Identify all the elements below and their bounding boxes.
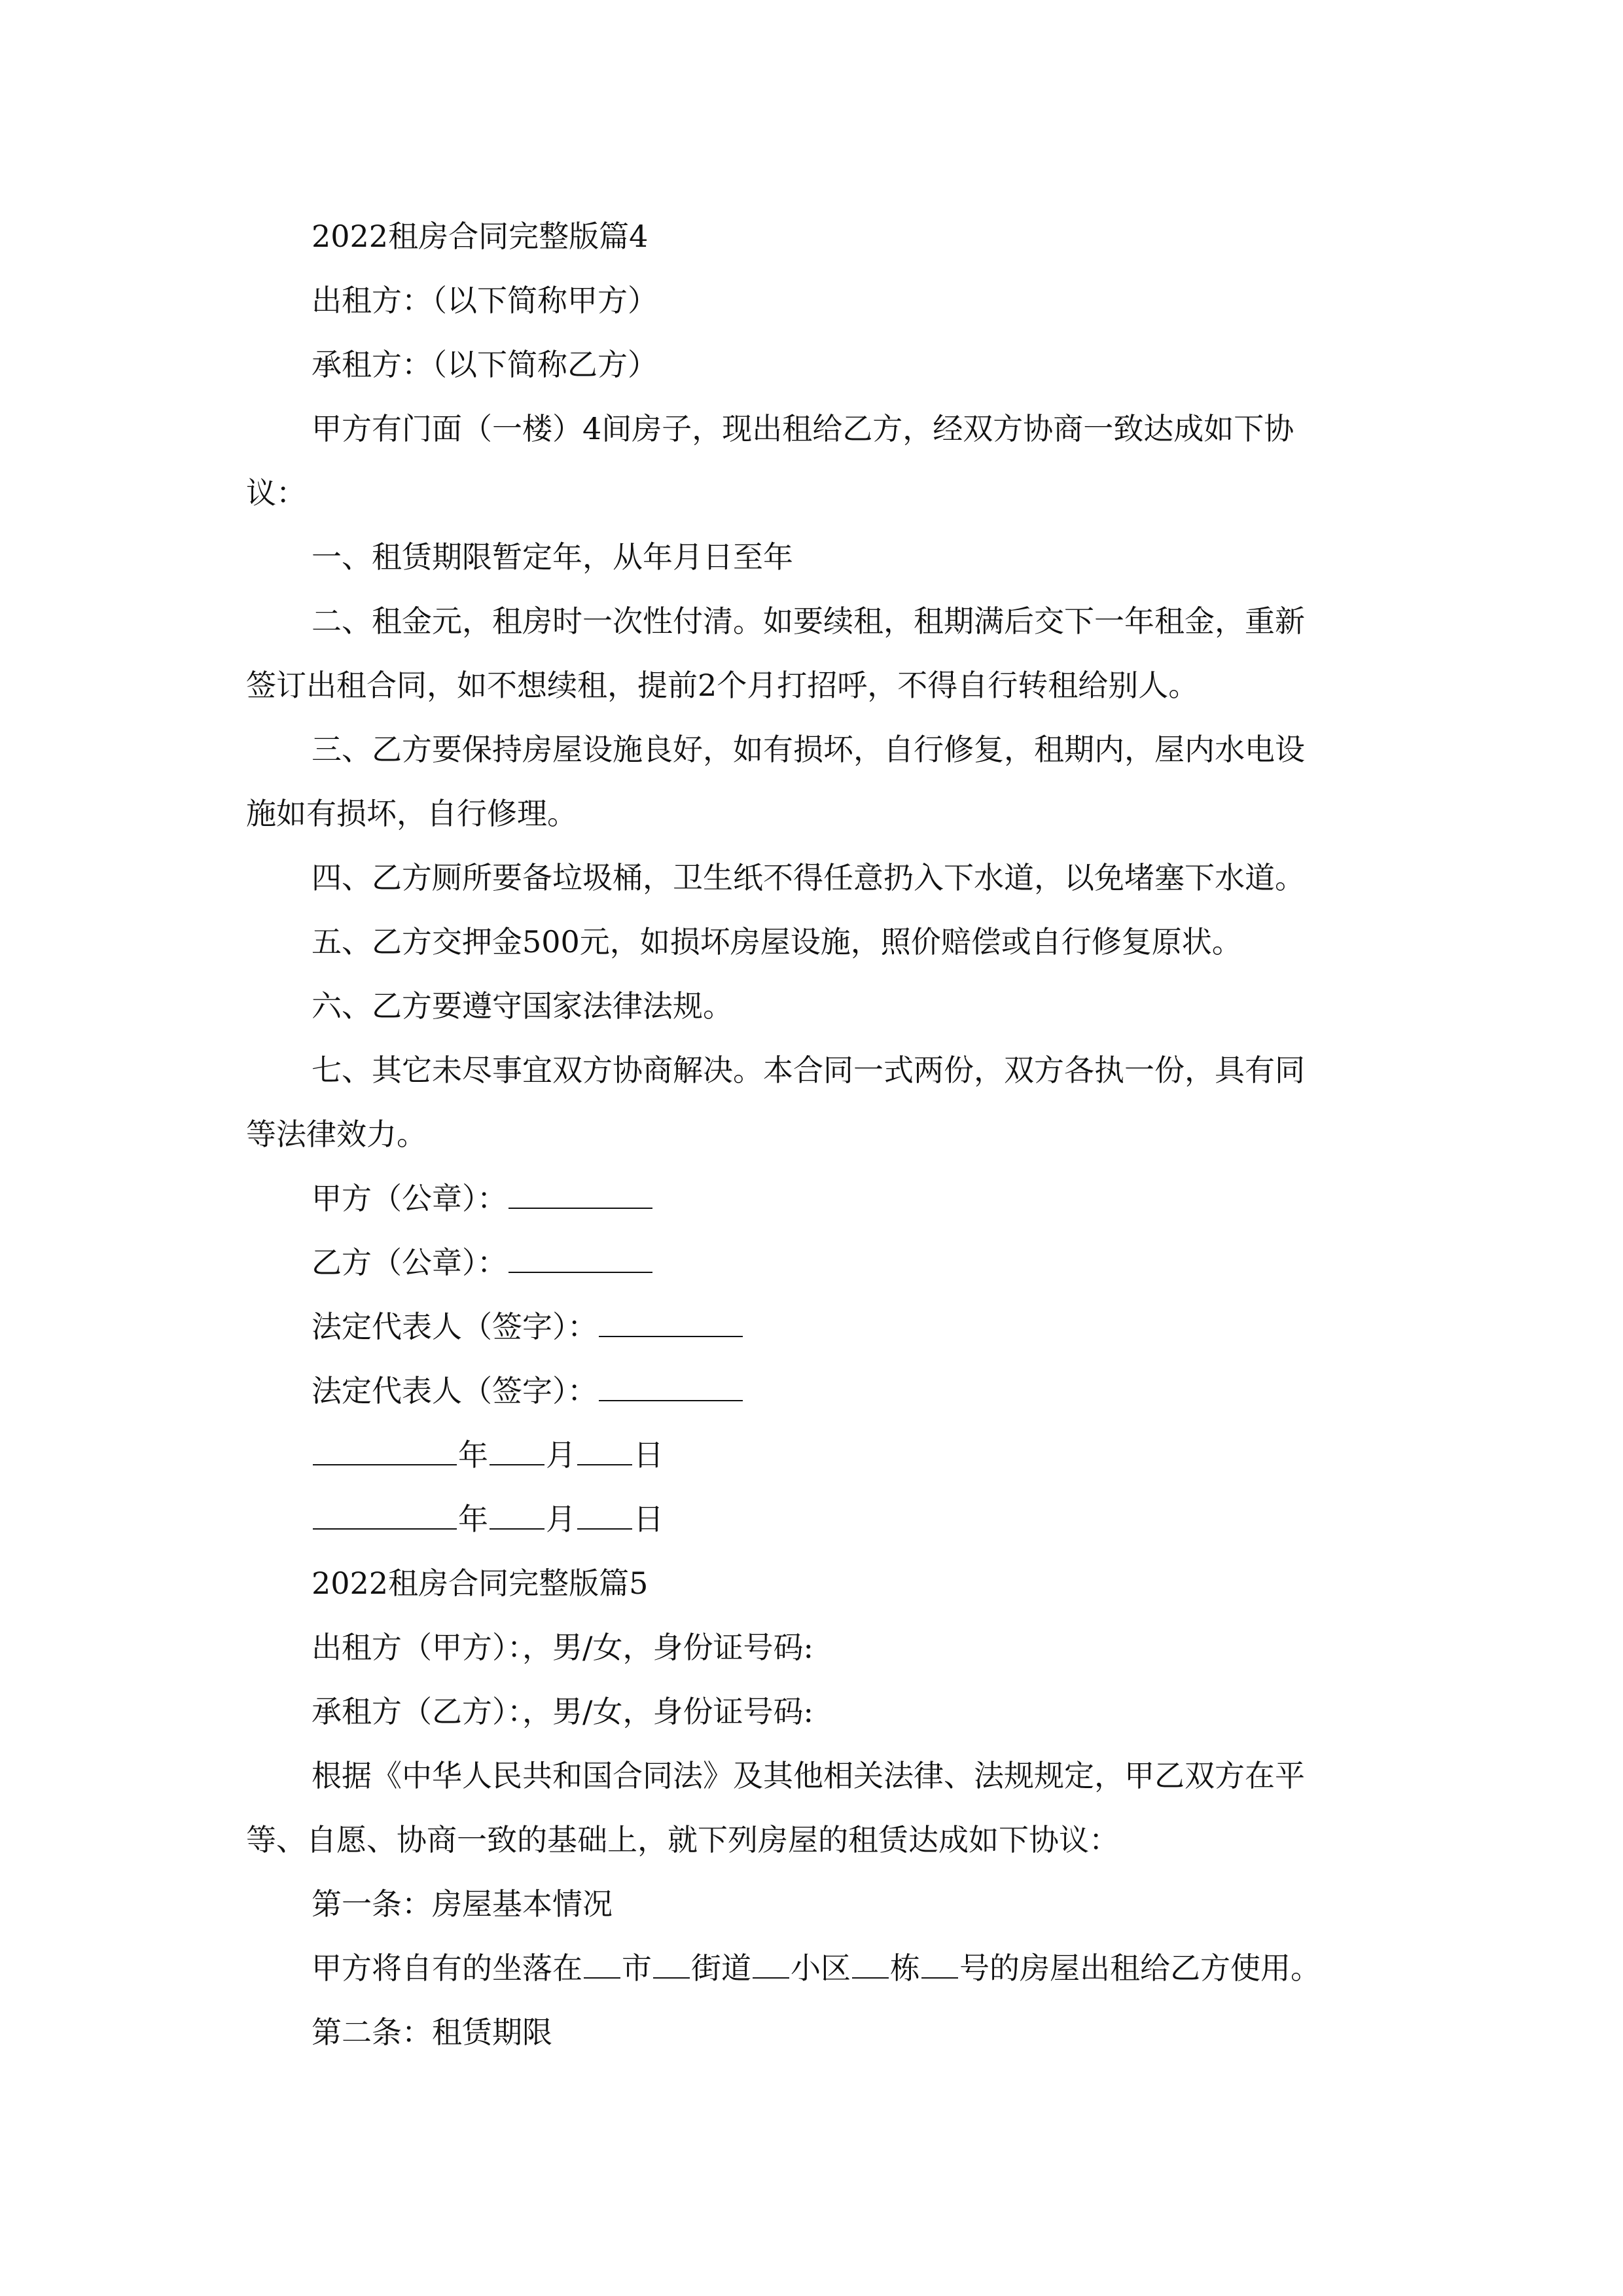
- address-building: 栋: [890, 1950, 920, 1986]
- month-blank[interactable]: [490, 1502, 544, 1530]
- clause-3-cont: 施如有损坏，自行修理。: [246, 796, 577, 831]
- signature-party-a: [246, 1166, 1398, 1230]
- basis-line-cont: 等、自愿、协商一致的基础上，就下列房屋的租赁达成如下协议：: [246, 1822, 1119, 1857]
- paragraph-line: 甲方有门面（一楼）4间房子，现出租给乙方，经双方协商一致达成如下协: [312, 411, 1294, 446]
- address-city: 市: [622, 1950, 652, 1986]
- document-body: [246, 204, 1398, 2064]
- lessor-line: 出租方：（以下简称甲方）: [312, 283, 658, 318]
- signature-blank[interactable]: [599, 1374, 743, 1401]
- address-community: 小区: [791, 1950, 851, 1986]
- clause-1: 一、租赁期限暂定年，从年月日至年: [312, 539, 793, 575]
- clause-2-cont: 签订出租合同，如不想续租，提前2个月打招呼，不得自行转租给别人。: [246, 668, 1199, 703]
- date-line: [246, 1487, 1398, 1551]
- clause-5: 五、乙方交押金500元，如损坏房屋设施，照价赔偿或自行修复原状。: [312, 924, 1242, 960]
- month-label: 月: [546, 1501, 576, 1537]
- lessee-info: 承租方（乙方）：，男/女，身份证号码:: [312, 1694, 813, 1729]
- street-blank[interactable]: [653, 1951, 690, 1979]
- clause-6: 六、乙方要遵守国家法律法规。: [312, 988, 733, 1024]
- signature-label: 法定代表人（签字）：: [312, 1373, 597, 1408]
- address-street: 街道: [691, 1950, 751, 1986]
- building-blank[interactable]: [852, 1951, 889, 1979]
- day-label: 日: [633, 1437, 664, 1473]
- basis-line: 根据《中华人民共和国合同法》及其他相关法律、法规规定，甲乙双方在平: [312, 1758, 1305, 1793]
- year-label: 年: [458, 1501, 488, 1537]
- year-label: 年: [458, 1437, 488, 1473]
- year-blank[interactable]: [313, 1438, 457, 1465]
- signature-legal-rep-a: [246, 1295, 1398, 1359]
- month-label: 月: [546, 1437, 576, 1473]
- article-1-title: 第一条：房屋基本情况: [312, 1886, 613, 1922]
- clause-3: 三、乙方要保持房屋设施良好，如有损坏，自行修复，租期内，屋内水电设: [312, 732, 1305, 767]
- section-title-5: 2022租房合同完整版篇5: [312, 1566, 649, 1601]
- paragraph-line: 议：: [246, 475, 306, 511]
- number-blank[interactable]: [921, 1951, 958, 1979]
- address-suffix: 号的房屋出租给乙方使用。: [959, 1950, 1321, 1986]
- day-blank[interactable]: [577, 1502, 632, 1530]
- address-prefix: 甲方将自有的坐落在: [312, 1950, 582, 1986]
- signature-legal-rep-b: [246, 1359, 1398, 1423]
- date-line: [246, 1423, 1398, 1487]
- day-label: 日: [633, 1501, 664, 1537]
- signature-label: 甲方（公章）：: [312, 1181, 507, 1216]
- signature-blank[interactable]: [599, 1310, 743, 1337]
- day-blank[interactable]: [577, 1438, 632, 1465]
- community-blank[interactable]: [753, 1951, 789, 1979]
- lessee-line: 承租方：（以下简称乙方）: [312, 347, 658, 382]
- month-blank[interactable]: [490, 1438, 544, 1465]
- city-blank[interactable]: [584, 1951, 620, 1979]
- signature-party-b: [246, 1230, 1398, 1295]
- article-2-title: 第二条：租赁期限: [312, 2015, 552, 2050]
- year-blank[interactable]: [313, 1502, 457, 1530]
- signature-label: 乙方（公章）：: [312, 1245, 507, 1280]
- signature-blank[interactable]: [508, 1181, 652, 1209]
- lessor-info: 出租方（甲方）：，男/女，身份证号码:: [312, 1630, 813, 1665]
- section-title-4: 2022租房合同完整版篇4: [312, 219, 649, 254]
- signature-label: 法定代表人（签字）：: [312, 1309, 597, 1344]
- clause-4: 四、乙方厕所要备垃圾桶，卫生纸不得任意扔入下水道，以免堵塞下水道。: [312, 860, 1305, 895]
- clause-2: 二、租金元，租房时一次性付清。如要续租，租期满后交下一年租金，重新: [312, 603, 1305, 639]
- clause-7-cont: 等法律效力。: [246, 1117, 427, 1152]
- address-line: [246, 1936, 1398, 2000]
- signature-blank[interactable]: [508, 1246, 652, 1273]
- clause-7: 七、其它未尽事宜双方协商解决。本合同一式两份，双方各执一份，具有同: [312, 1052, 1305, 1088]
